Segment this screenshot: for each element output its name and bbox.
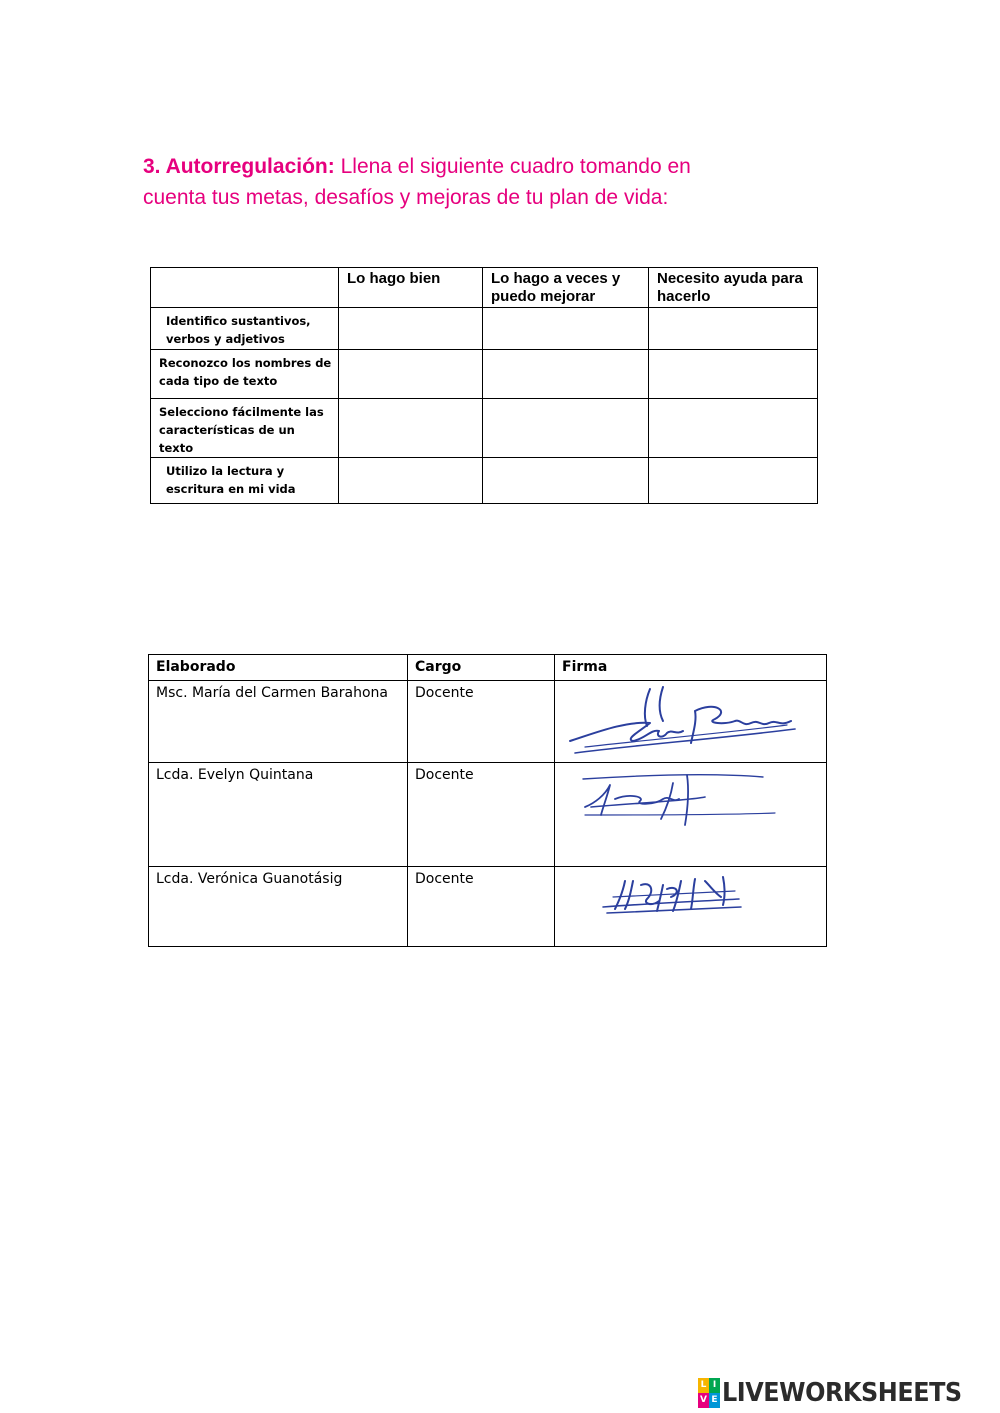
criterion-cell: Selecciono fácilmente las características de un texto xyxy=(151,399,339,458)
header-firma: Firma xyxy=(555,655,827,681)
answer-cell-bien[interactable] xyxy=(339,399,483,458)
table-row xyxy=(149,763,827,867)
table-row xyxy=(149,867,827,947)
signature-cell xyxy=(555,681,827,763)
signature-cell xyxy=(555,867,827,947)
table-row xyxy=(151,350,818,399)
author-name: Msc. María del Carmen Barahona xyxy=(149,681,408,763)
answer-cell-ayuda[interactable] xyxy=(649,350,818,399)
header-cargo: Cargo xyxy=(408,655,555,681)
instruction-paragraph xyxy=(143,151,743,213)
answer-cell-bien[interactable] xyxy=(339,458,483,504)
signature-guanotasig xyxy=(555,867,826,945)
logo-letter: E xyxy=(709,1393,720,1408)
answer-cell-ayuda[interactable] xyxy=(649,308,818,350)
header-criterion xyxy=(151,268,339,308)
logo-letter: I xyxy=(709,1378,720,1393)
signature-barahona xyxy=(555,681,826,761)
answer-cell-a-veces[interactable] xyxy=(483,458,649,504)
table-row xyxy=(149,681,827,763)
table-row xyxy=(151,308,818,350)
signature-header-row xyxy=(149,655,827,681)
answer-cell-ayuda[interactable] xyxy=(649,458,818,504)
section-title: 3. Autorregulación: xyxy=(143,155,335,178)
self-assessment-header-row xyxy=(151,268,818,308)
logo-letter: V xyxy=(698,1393,709,1408)
table-row xyxy=(151,399,818,458)
answer-cell-a-veces[interactable] xyxy=(483,350,649,399)
criterion-cell: Utilizo la lectura y escritura en mi vida xyxy=(151,458,339,504)
author-name: Lcda. Verónica Guanotásig xyxy=(149,867,408,947)
signature-quintana xyxy=(555,763,826,863)
header-necesito-ayuda: Necesito ayuda para hacerlo xyxy=(649,268,818,308)
header-lo-hago-a-veces: Lo hago a veces y puedo mejorar xyxy=(483,268,649,308)
header-elaborado: Elaborado xyxy=(149,655,408,681)
logo-mark-icon xyxy=(698,1378,720,1408)
author-name: Lcda. Evelyn Quintana xyxy=(149,763,408,867)
criterion-cell: Reconozco los nombres de cada tipo de texto xyxy=(151,350,339,399)
instruction-text: Llena el siguiente cuadro tomando en cuenta tus metas, desafíos y mejoras de tu plan de vida: xyxy=(143,155,691,209)
criterion-cell: Identifico sustantivos, verbos y adjetivos xyxy=(151,308,339,350)
table-row xyxy=(151,458,818,504)
answer-cell-a-veces[interactable] xyxy=(483,399,649,458)
answer-cell-bien[interactable] xyxy=(339,350,483,399)
author-role: Docente xyxy=(408,867,555,947)
logo-letter: L xyxy=(698,1378,709,1393)
signature-table xyxy=(148,654,827,947)
answer-cell-ayuda[interactable] xyxy=(649,399,818,458)
header-lo-hago-bien: Lo hago bien xyxy=(339,268,483,308)
answer-cell-a-veces[interactable] xyxy=(483,308,649,350)
logo-text: LIVEWORKSHEETS xyxy=(722,1378,962,1408)
author-role: Docente xyxy=(408,681,555,763)
author-role: Docente xyxy=(408,763,555,867)
signature-cell xyxy=(555,763,827,867)
liveworksheets-logo xyxy=(698,1378,983,1408)
self-assessment-table xyxy=(150,267,818,504)
answer-cell-bien[interactable] xyxy=(339,308,483,350)
